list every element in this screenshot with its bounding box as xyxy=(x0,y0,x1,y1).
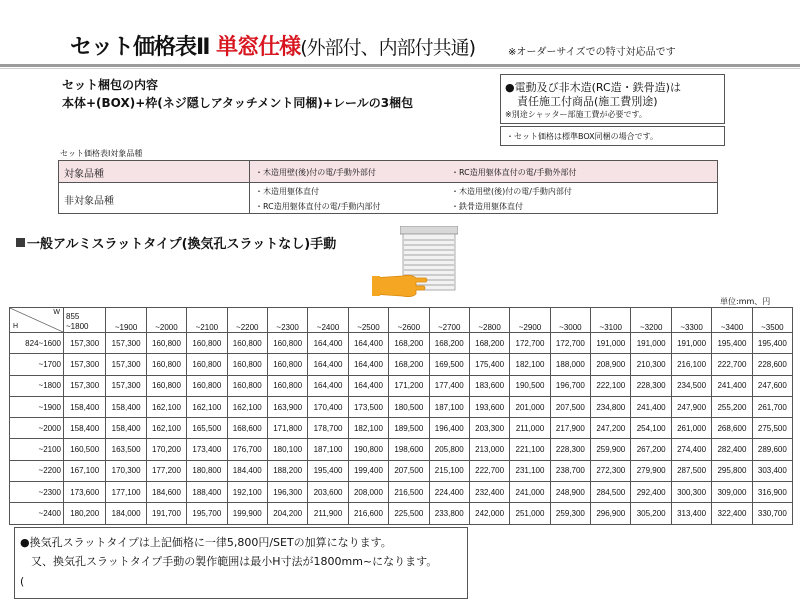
column-header: ~3400 xyxy=(712,308,752,333)
title-paren: (外部付、内部付共通) xyxy=(300,37,476,59)
price-cell: 184,400 xyxy=(227,460,267,481)
price-cell: 176,700 xyxy=(227,439,267,460)
table-row xyxy=(10,333,793,354)
row-header-h: ~1800 xyxy=(10,375,64,396)
price-cell: 172,700 xyxy=(510,333,550,354)
price-cell: 309,000 xyxy=(712,482,752,503)
column-header: ~2600 xyxy=(389,308,429,333)
price-cell: 238,700 xyxy=(550,460,590,481)
price-cell: 234,800 xyxy=(591,396,631,417)
title-red: 単窓仕様 xyxy=(216,35,301,60)
target-row xyxy=(59,161,717,183)
price-cell: 241,000 xyxy=(510,482,550,503)
price-cell: 177,400 xyxy=(429,375,469,396)
price-cell: 268,600 xyxy=(712,418,752,439)
price-cell: 180,200 xyxy=(64,503,106,524)
price-cell: 162,100 xyxy=(187,396,227,417)
price-cell: 248,900 xyxy=(550,482,590,503)
price-cell: 178,700 xyxy=(308,418,348,439)
price-table-header xyxy=(10,308,793,333)
price-table-body xyxy=(10,333,793,525)
price-cell: 158,400 xyxy=(64,418,106,439)
ventilation-notice-line-3: ( xyxy=(20,575,25,588)
price-cell: 228,600 xyxy=(752,354,792,375)
price-cell: 259,900 xyxy=(591,439,631,460)
column-header: ~2500 xyxy=(348,308,388,333)
page-title xyxy=(70,30,475,61)
price-cell: 199,900 xyxy=(227,503,267,524)
price-cell: 231,100 xyxy=(510,460,550,481)
price-cell: 247,200 xyxy=(591,418,631,439)
price-cell: 180,500 xyxy=(389,396,429,417)
price-cell: 222,700 xyxy=(712,354,752,375)
price-cell: 259,300 xyxy=(550,503,590,524)
price-cell: 217,900 xyxy=(550,418,590,439)
price-cell: 191,700 xyxy=(146,503,186,524)
price-cell: 211,900 xyxy=(308,503,348,524)
table-row xyxy=(10,396,793,417)
price-cell: 180,800 xyxy=(187,460,227,481)
table-row xyxy=(10,375,793,396)
table-row xyxy=(10,482,793,503)
price-cell: 274,400 xyxy=(671,439,711,460)
target-table-caption: セット価格表Ⅰ対象品種 xyxy=(60,149,143,158)
title-note: ※オーダーサイズでの特寸対応品です xyxy=(508,47,676,58)
column-header: ~3000 xyxy=(550,308,590,333)
price-cell: 191,000 xyxy=(671,333,711,354)
price-cell: 164,400 xyxy=(308,354,348,375)
target-table xyxy=(58,160,718,214)
price-cell: 184,600 xyxy=(146,482,186,503)
table-row xyxy=(10,439,793,460)
price-cell: 164,400 xyxy=(348,333,388,354)
price-cell: 158,400 xyxy=(64,396,106,417)
target-item: ・木造用壁(後)付の電/手動外部付 xyxy=(255,168,376,177)
ventilation-notice-line-1: ●換気孔スラットタイプは上記価格に一律5,800円/SETの加算になります。 xyxy=(20,536,392,549)
price-cell: 157,300 xyxy=(106,333,146,354)
non-target-item: ・RC造用躯体直付の電/手動内部付 xyxy=(255,202,381,211)
price-cell: 164,400 xyxy=(348,375,388,396)
column-header: ~3500 xyxy=(752,308,792,333)
title-main: セット価格表Ⅱ xyxy=(70,35,210,60)
price-cell: 295,800 xyxy=(712,460,752,481)
h-label: H xyxy=(13,323,19,330)
price-cell: 162,100 xyxy=(146,418,186,439)
price-cell: 171,200 xyxy=(389,375,429,396)
price-cell: 316,900 xyxy=(752,482,792,503)
price-cell: 204,200 xyxy=(267,503,307,524)
price-table xyxy=(9,307,793,525)
price-cell: 199,400 xyxy=(348,460,388,481)
price-cell: 177,100 xyxy=(106,482,146,503)
price-cell: 173,600 xyxy=(64,482,106,503)
price-cell: 157,300 xyxy=(106,375,146,396)
price-cell: 162,100 xyxy=(227,396,267,417)
notice-line-3: ※別途シャッター部施工費が必要です。 xyxy=(505,110,647,119)
target-item: ・RC造用躯体直付の電/手動外部付 xyxy=(451,168,577,177)
price-cell: 192,100 xyxy=(227,482,267,503)
price-cell: 170,400 xyxy=(308,396,348,417)
price-cell: 251,000 xyxy=(510,503,550,524)
price-cell: 188,200 xyxy=(267,460,307,481)
price-cell: 234,500 xyxy=(671,375,711,396)
price-cell: 255,200 xyxy=(712,396,752,417)
price-cell: 164,400 xyxy=(348,354,388,375)
price-cell: 228,300 xyxy=(631,375,671,396)
table-row xyxy=(10,354,793,375)
price-cell: 164,400 xyxy=(308,375,348,396)
price-cell: 215,100 xyxy=(429,460,469,481)
price-cell: 205,800 xyxy=(429,439,469,460)
price-cell: 157,300 xyxy=(64,333,106,354)
row-header-h: ~1900 xyxy=(10,396,64,417)
price-cell: 313,400 xyxy=(671,503,711,524)
price-cell: 190,500 xyxy=(510,375,550,396)
price-cell: 247,600 xyxy=(752,375,792,396)
price-cell: 267,200 xyxy=(631,439,671,460)
price-cell: 160,800 xyxy=(227,354,267,375)
price-cell: 261,000 xyxy=(671,418,711,439)
header-rule xyxy=(0,64,800,67)
price-cell: 279,900 xyxy=(631,460,671,481)
row-header-h: ~2000 xyxy=(10,418,64,439)
price-cell: 261,700 xyxy=(752,396,792,417)
price-cell: 228,300 xyxy=(550,439,590,460)
price-cell: 275,500 xyxy=(752,418,792,439)
price-cell: 208,000 xyxy=(348,482,388,503)
price-cell: 195,400 xyxy=(712,333,752,354)
column-header: ~2400 xyxy=(308,308,348,333)
price-cell: 190,800 xyxy=(348,439,388,460)
package-contents: 本体+(BOX)+枠(ネジ隠しアタッチメント同梱)+レールの3梱包 xyxy=(62,96,414,110)
price-cell: 163,900 xyxy=(267,396,307,417)
column-header: ~3300 xyxy=(671,308,711,333)
price-cell: 196,400 xyxy=(429,418,469,439)
price-cell: 254,100 xyxy=(631,418,671,439)
price-cell: 191,000 xyxy=(631,333,671,354)
target-row-label: 対象品種 xyxy=(64,169,104,180)
price-cell: 216,100 xyxy=(671,354,711,375)
package-title: セット梱包の内容 xyxy=(62,78,159,92)
box-note xyxy=(500,126,725,146)
price-cell: 216,500 xyxy=(389,482,429,503)
price-cell: 160,500 xyxy=(64,439,106,460)
price-cell: 292,400 xyxy=(631,482,671,503)
price-cell: 207,500 xyxy=(389,460,429,481)
price-cell: 195,400 xyxy=(752,333,792,354)
price-cell: 182,100 xyxy=(510,354,550,375)
price-cell: 173,400 xyxy=(187,439,227,460)
price-cell: 170,200 xyxy=(146,439,186,460)
row-header-h: ~2100 xyxy=(10,439,64,460)
w-label: W xyxy=(53,309,60,316)
column-header: ~2700 xyxy=(429,308,469,333)
price-cell: 160,800 xyxy=(227,333,267,354)
price-cell: 224,400 xyxy=(429,482,469,503)
price-cell: 222,100 xyxy=(591,375,631,396)
price-cell: 160,800 xyxy=(227,375,267,396)
ventilation-notice-box xyxy=(14,527,468,599)
non-target-row-label: 非対象品種 xyxy=(64,196,114,207)
price-cell: 195,700 xyxy=(187,503,227,524)
price-cell: 287,500 xyxy=(671,460,711,481)
price-cell: 203,600 xyxy=(308,482,348,503)
price-cell: 168,600 xyxy=(227,418,267,439)
price-cell: 173,500 xyxy=(348,396,388,417)
price-cell: 158,400 xyxy=(106,396,146,417)
column-header: ~3100 xyxy=(591,308,631,333)
non-target-item: ・木造用躯体直付 xyxy=(255,187,319,196)
price-cell: 160,800 xyxy=(267,375,307,396)
price-cell: 165,500 xyxy=(187,418,227,439)
price-cell: 193,600 xyxy=(469,396,509,417)
hand-icon xyxy=(372,272,428,298)
price-cell: 201,000 xyxy=(510,396,550,417)
price-cell: 196,300 xyxy=(267,482,307,503)
price-cell: 247,900 xyxy=(671,396,711,417)
price-cell: 300,300 xyxy=(671,482,711,503)
price-cell: 177,200 xyxy=(146,460,186,481)
non-target-item: ・木造用壁(後)付の電/手動内部付 xyxy=(451,187,572,196)
price-cell: 191,000 xyxy=(591,333,631,354)
ventilation-notice-line-2: 又、換気孔スラットタイプ手動の製作範囲は最小H寸法が1800mm~になります。 xyxy=(31,555,438,568)
price-cell: 210,300 xyxy=(631,354,671,375)
price-cell: 164,400 xyxy=(308,333,348,354)
price-cell: 160,800 xyxy=(187,333,227,354)
row-header-h: ~1700 xyxy=(10,354,64,375)
wh-corner-cell xyxy=(10,308,64,333)
price-cell: 170,300 xyxy=(106,460,146,481)
price-cell: 160,800 xyxy=(187,375,227,396)
table-row xyxy=(10,418,793,439)
price-cell: 225,500 xyxy=(389,503,429,524)
price-cell: 241,400 xyxy=(712,375,752,396)
column-header: ~2000 xyxy=(146,308,186,333)
table-row xyxy=(10,503,793,524)
price-cell: 232,400 xyxy=(469,482,509,503)
section-title xyxy=(16,233,336,252)
construction-notice-box xyxy=(500,74,725,124)
row-header-h: ~2200 xyxy=(10,460,64,481)
price-cell: 195,400 xyxy=(308,460,348,481)
column-header: ~2200 xyxy=(227,308,267,333)
column-header: ~2300 xyxy=(267,308,307,333)
price-cell: 241,400 xyxy=(631,396,671,417)
price-cell: 162,100 xyxy=(146,396,186,417)
price-cell: 160,800 xyxy=(146,333,186,354)
price-cell: 187,100 xyxy=(429,396,469,417)
price-cell: 216,600 xyxy=(348,503,388,524)
price-cell: 172,700 xyxy=(550,333,590,354)
notice-line-1: ●電動及び非木造(RC造・鉄骨造)は xyxy=(505,81,681,94)
row-header-h: ~2300 xyxy=(10,482,64,503)
price-cell: 184,000 xyxy=(106,503,146,524)
price-cell: 187,100 xyxy=(308,439,348,460)
price-cell: 188,000 xyxy=(550,354,590,375)
price-cell: 296,900 xyxy=(591,503,631,524)
section-title-text: 一般アルミスラットタイプ(換気孔スラットなし)手動 xyxy=(27,237,337,252)
price-cell: 168,200 xyxy=(389,354,429,375)
notice-line-2: 責任施工付商品(施工費別途) xyxy=(517,95,658,108)
price-cell: 160,800 xyxy=(146,354,186,375)
price-cell: 188,400 xyxy=(187,482,227,503)
price-cell: 242,000 xyxy=(469,503,509,524)
price-cell: 160,800 xyxy=(187,354,227,375)
price-cell: 322,400 xyxy=(712,503,752,524)
price-cell: 157,300 xyxy=(64,375,106,396)
price-cell: 221,100 xyxy=(510,439,550,460)
column-header: ~2800 xyxy=(469,308,509,333)
price-cell: 163,500 xyxy=(106,439,146,460)
price-cell: 222,700 xyxy=(469,460,509,481)
price-cell: 168,200 xyxy=(389,333,429,354)
column-header: ~1900 xyxy=(106,308,146,333)
price-cell: 233,800 xyxy=(429,503,469,524)
row-header-h: 824~1600 xyxy=(10,333,64,354)
price-cell: 289,600 xyxy=(752,439,792,460)
price-cell: 160,800 xyxy=(146,375,186,396)
price-cell: 203,300 xyxy=(469,418,509,439)
column-header: ~3200 xyxy=(631,308,671,333)
non-target-row-label-cell xyxy=(59,183,250,213)
price-cell: 213,000 xyxy=(469,439,509,460)
price-cell: 189,500 xyxy=(389,418,429,439)
column-header: 855 ~1800 xyxy=(64,308,106,333)
price-cell: 208,900 xyxy=(591,354,631,375)
price-cell: 211,000 xyxy=(510,418,550,439)
price-cell: 160,800 xyxy=(267,354,307,375)
price-cell: 167,100 xyxy=(64,460,106,481)
price-cell: 180,100 xyxy=(267,439,307,460)
price-cell: 157,300 xyxy=(64,354,106,375)
non-target-item: ・鉄骨造用躯体直付 xyxy=(451,202,523,211)
table-row xyxy=(10,460,793,481)
price-cell: 198,600 xyxy=(389,439,429,460)
price-cell: 171,800 xyxy=(267,418,307,439)
price-cell: 157,300 xyxy=(106,354,146,375)
price-cell: 272,300 xyxy=(591,460,631,481)
unit-label: 単位:mm、円 xyxy=(720,297,771,306)
price-cell: 303,400 xyxy=(752,460,792,481)
square-bullet-icon xyxy=(16,238,25,247)
price-cell: 282,400 xyxy=(712,439,752,460)
column-header: ~2100 xyxy=(187,308,227,333)
price-cell: 169,500 xyxy=(429,354,469,375)
column-header: ~2900 xyxy=(510,308,550,333)
price-cell: 175,400 xyxy=(469,354,509,375)
row-header-h: ~2400 xyxy=(10,503,64,524)
price-cell: 207,500 xyxy=(550,396,590,417)
price-cell: 183,600 xyxy=(469,375,509,396)
price-cell: 284,500 xyxy=(591,482,631,503)
price-cell: 196,700 xyxy=(550,375,590,396)
price-cell: 182,100 xyxy=(348,418,388,439)
box-note-text: ・セット価格は標準BOX同梱の場合です。 xyxy=(506,132,658,141)
header-rule-thin xyxy=(0,68,800,69)
price-cell: 160,800 xyxy=(267,333,307,354)
price-cell: 305,200 xyxy=(631,503,671,524)
price-cell: 330,700 xyxy=(752,503,792,524)
price-cell: 168,200 xyxy=(429,333,469,354)
price-cell: 158,400 xyxy=(106,418,146,439)
price-cell: 168,200 xyxy=(469,333,509,354)
